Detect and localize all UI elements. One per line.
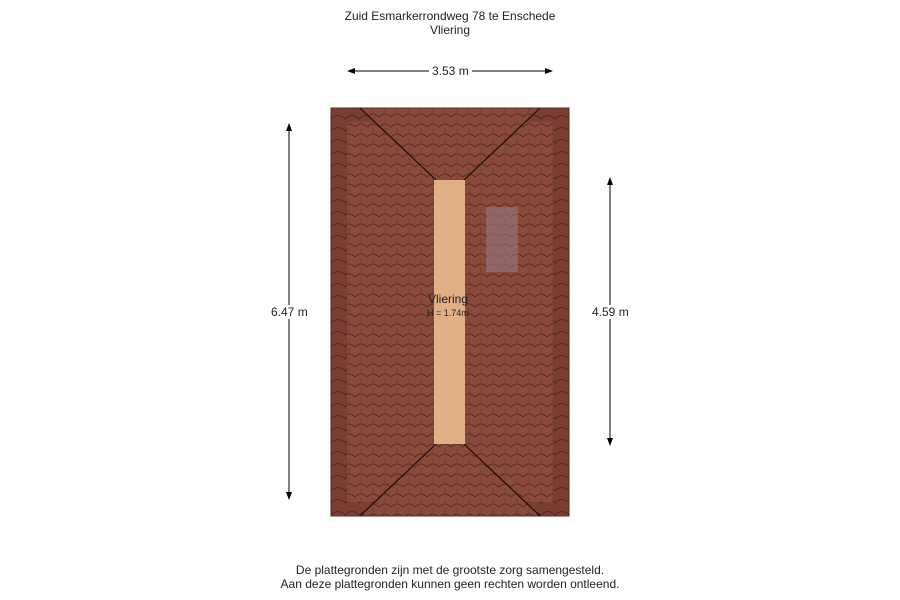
outer-height-dimension-label: 6.47 m xyxy=(268,305,311,319)
room-name: Vliering xyxy=(428,292,469,306)
room-height-note: H = 1.74m xyxy=(427,308,469,318)
width-dimension-label: 3.53 m xyxy=(429,64,472,78)
inner-height-dimension-label: 4.59 m xyxy=(589,305,632,319)
address-title: Zuid Esmarkerrondweg 78 te Enschede xyxy=(344,9,556,23)
disclaimer-line-2: Aan deze plattegronden kunnen geen rechten worden ontleend. xyxy=(280,577,620,591)
disclaimer-line-1: De plattegronden zijn met de grootste zorg samengesteld. xyxy=(295,563,605,577)
floor-title: Vliering xyxy=(429,23,471,37)
skylight xyxy=(486,207,518,272)
